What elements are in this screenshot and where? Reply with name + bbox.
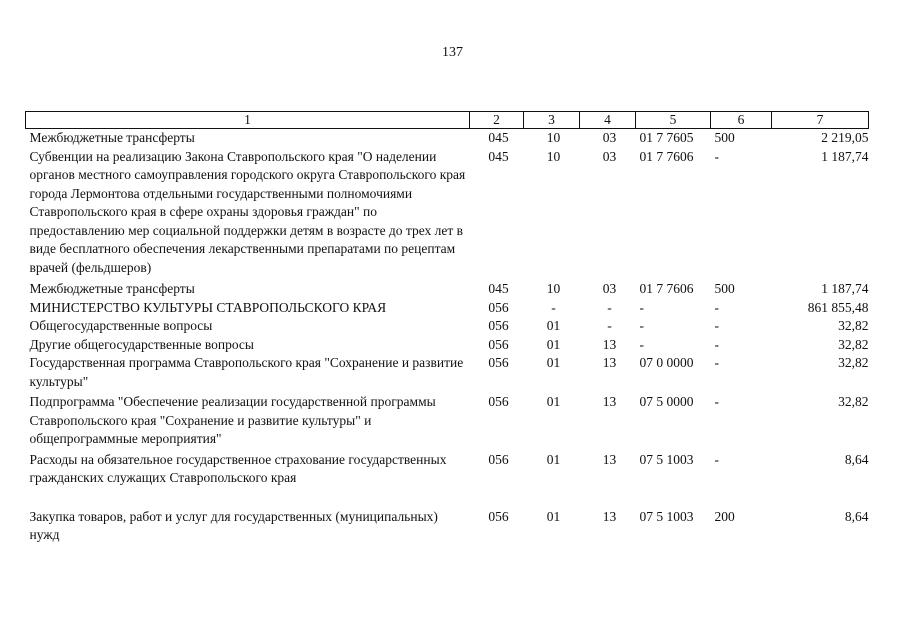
row-name: Расходы на обязательное государственное страхование государственных гражданских служащих Ставропольского края <box>29 451 447 485</box>
row-csr: 07 5 0000 <box>639 394 694 409</box>
row-sum: 8,64 <box>844 451 869 467</box>
row-grbs: 056 <box>488 508 509 524</box>
row-sum: 32,82 <box>838 336 869 352</box>
page-number: 137 <box>442 45 463 60</box>
row-pr: - <box>607 318 612 333</box>
col-header-vr: 6 <box>711 112 772 129</box>
row-rz: 01 <box>546 394 561 409</box>
row-sum: 8,64 <box>844 508 869 524</box>
col-header-rz: 3 <box>524 112 580 129</box>
row-grbs: 056 <box>488 394 509 409</box>
row-vr: 500 <box>714 281 735 296</box>
row-csr: - <box>639 336 644 352</box>
row-name: Другие общегосударственные вопросы <box>29 336 254 352</box>
row-pr: 03 <box>602 130 617 145</box>
row-vr: - <box>714 318 719 333</box>
row-rz: 01 <box>546 451 561 467</box>
row-sum: 2 219,05 <box>821 130 869 145</box>
col-header-csr: 5 <box>636 112 711 129</box>
table-row <box>26 299 869 318</box>
row-csr: 01 7 7606 <box>639 281 694 296</box>
header-row <box>26 112 869 129</box>
table-row <box>26 336 869 355</box>
row-vr: - <box>714 451 719 467</box>
row-pr: 03 <box>602 281 617 296</box>
row-sum: 32,82 <box>838 355 869 370</box>
row-sum: 1 187,74 <box>821 148 869 164</box>
row-vr: - <box>714 336 719 352</box>
row-rz: 10 <box>546 148 561 164</box>
row-csr: 01 7 7606 <box>639 148 694 164</box>
row-pr: 13 <box>602 451 617 467</box>
row-name: Общегосударственные вопросы <box>29 318 213 333</box>
row-vr: - <box>714 394 719 409</box>
row-name: Субвенции на реализацию Закона Ставропольского края "О наделении органов местного самоуправления городского округа Ставропольского края города Лермонтова отдельными государственными полномочиями Ставропольского края в сфере охраны здоровья граждан" по предоставлению мер социальной поддержки детям в возрасте до трех лет в виде бесплатного обеспечения лекарственными препаратами по рецептам врачей (фельдшеров) <box>29 148 466 275</box>
row-vr: - <box>714 148 719 164</box>
row-rz: 01 <box>546 508 561 524</box>
row-vr: 500 <box>714 130 735 145</box>
row-grbs: 056 <box>488 318 509 333</box>
row-name: Подпрограмма "Обеспечение реализации государственной программы Ставропольского края "Сохранение и развитие культуры" и общепрограммные мероприятия" <box>29 394 436 446</box>
row-pr: - <box>607 299 612 315</box>
table-row <box>26 129 869 148</box>
row-grbs: 045 <box>488 130 509 145</box>
row-csr: - <box>639 318 644 333</box>
row-name: Межбюджетные трансферты <box>29 281 195 296</box>
row-grbs: 045 <box>488 281 509 296</box>
row-name: Государственная программа Ставропольского края "Сохранение и развитие культуры" <box>29 355 464 389</box>
table-row <box>26 317 869 336</box>
row-pr: 03 <box>602 148 617 164</box>
row-csr: 07 0 0000 <box>639 355 694 370</box>
row-pr: 13 <box>602 355 617 370</box>
row-vr: 200 <box>714 508 735 524</box>
table-row <box>26 277 869 299</box>
row-name: Межбюджетные трансферты <box>29 130 195 145</box>
table-row <box>26 488 869 545</box>
row-rz: 01 <box>546 318 561 333</box>
row-pr: 13 <box>602 336 617 352</box>
col-header-pr: 4 <box>580 112 636 129</box>
row-csr: 07 5 1003 <box>639 451 694 467</box>
table-row <box>26 391 869 449</box>
table-row <box>26 354 869 391</box>
row-rz: 10 <box>546 130 561 145</box>
row-rz: 01 <box>546 355 561 370</box>
row-pr: 13 <box>602 508 617 524</box>
col-header-name: 1 <box>26 112 470 129</box>
table-row <box>26 148 869 278</box>
row-grbs: 045 <box>488 148 509 164</box>
row-rz: 10 <box>546 281 561 296</box>
row-vr: - <box>714 299 719 315</box>
row-csr: - <box>639 299 644 315</box>
row-name: Закупка товаров, работ и услуг для государственных (муниципальных) нужд <box>29 508 438 542</box>
row-sum: 1 187,74 <box>821 281 869 296</box>
row-rz: 01 <box>546 336 561 352</box>
col-header-grbs: 2 <box>470 112 524 129</box>
row-grbs: 056 <box>488 355 509 370</box>
row-pr: 13 <box>602 394 617 409</box>
row-grbs: 056 <box>488 336 509 352</box>
row-csr: 07 5 1003 <box>639 508 694 524</box>
col-header-sum: 7 <box>772 112 869 129</box>
table-row <box>26 449 869 488</box>
row-grbs: 056 <box>488 299 509 315</box>
row-grbs: 056 <box>488 451 509 467</box>
budget-table <box>25 111 869 545</box>
row-csr: 01 7 7605 <box>639 130 694 145</box>
row-sum: 32,82 <box>838 394 869 409</box>
row-sum: 861 855,48 <box>807 299 869 315</box>
row-name: МИНИСТЕРСТВО КУЛЬТУРЫ СТАВРОПОЛЬСКОГО КРАЯ <box>29 299 387 315</box>
row-sum: 32,82 <box>838 318 869 333</box>
row-vr: - <box>714 355 719 370</box>
row-rz: - <box>551 299 556 315</box>
